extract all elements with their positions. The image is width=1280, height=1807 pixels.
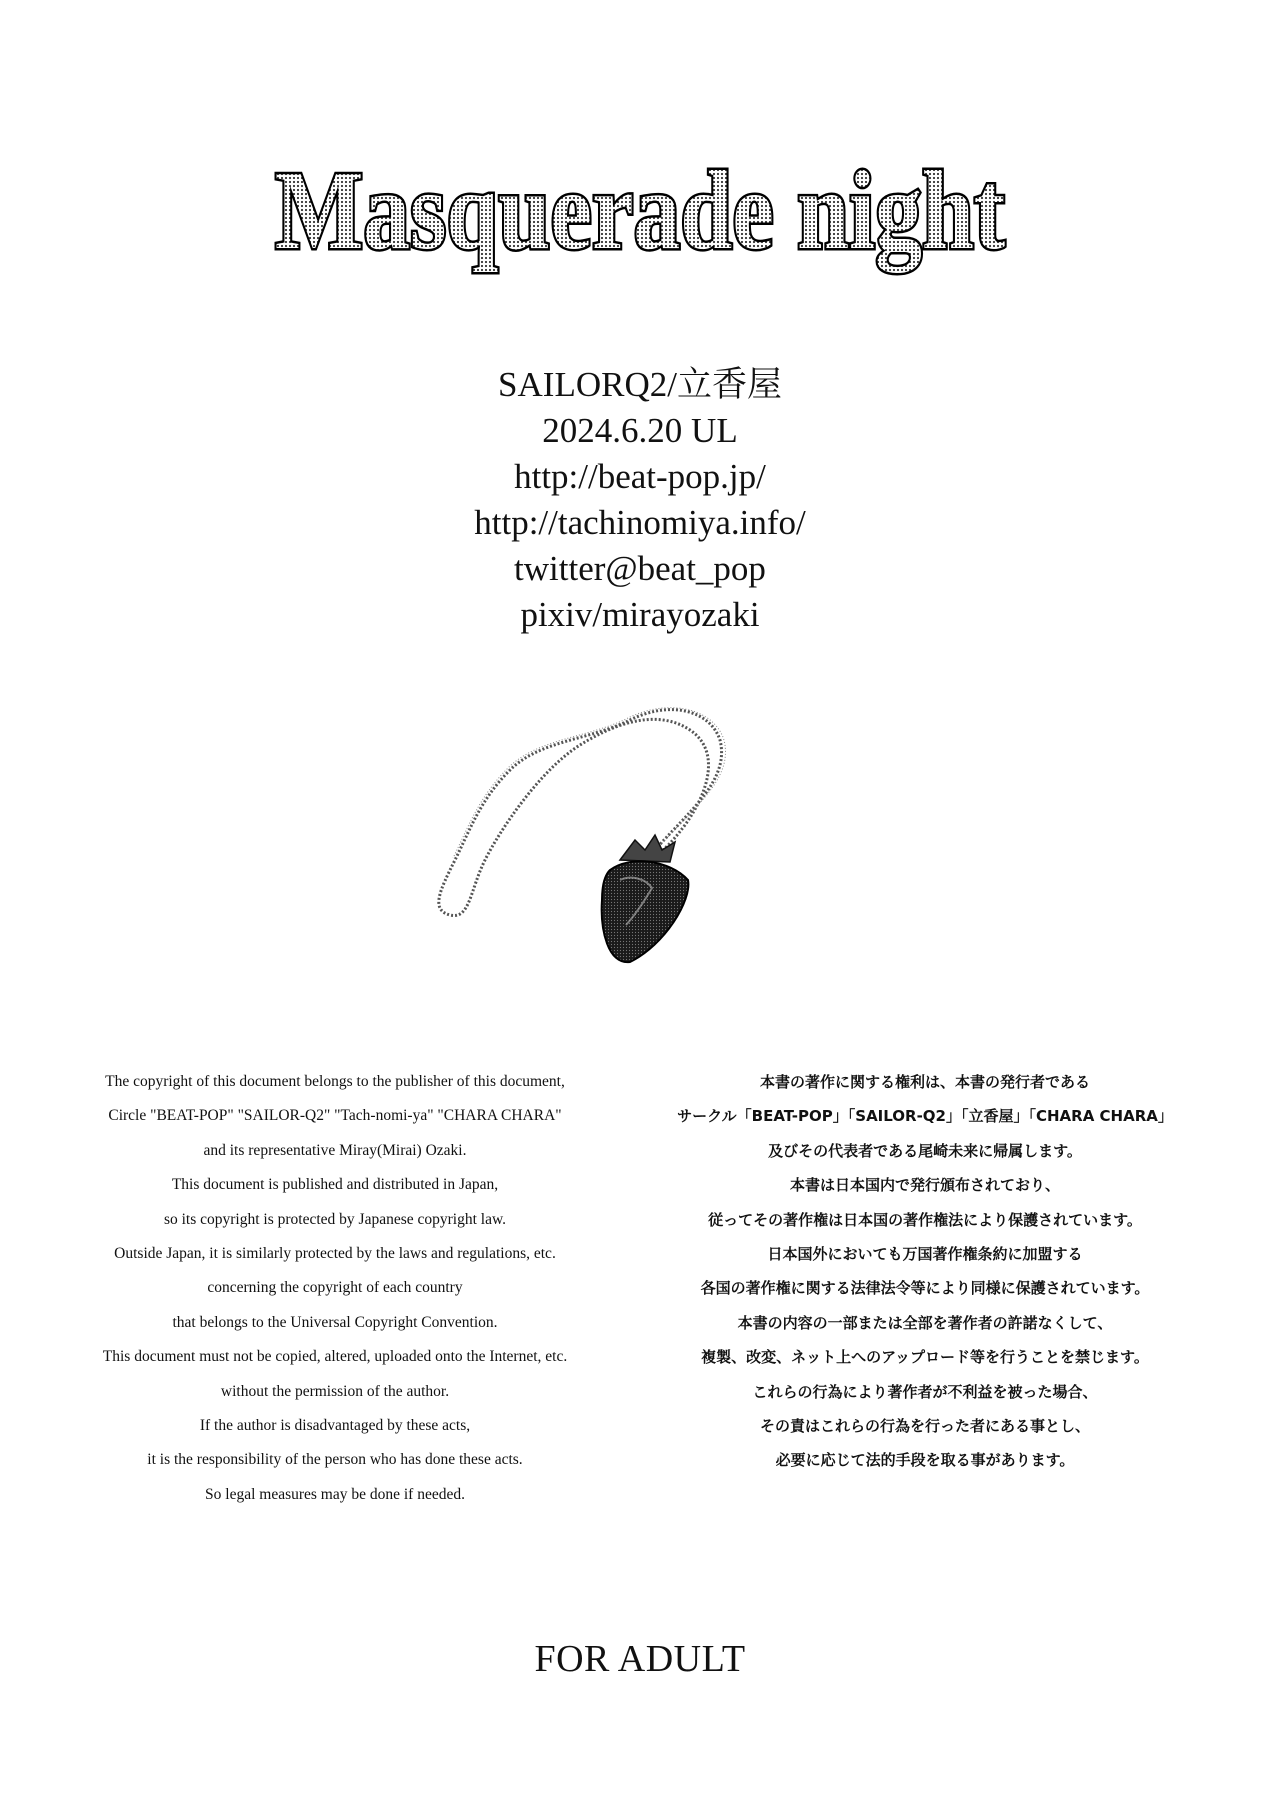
copyright-line-jp: 必要に応じて法的手段を取る事があります。 [775, 1451, 1075, 1470]
circle-name: SAILORQ2/立香屋 [498, 365, 782, 404]
website-link-tachinomiya: http://tachinomiya.info/ [474, 503, 806, 542]
page-title [0, 140, 1280, 280]
copyright-line: This document is published and distributed in Japan, [171, 1176, 499, 1194]
copyright-line: This document must not be copied, altered, uploaded onto the Internet, etc. [102, 1348, 568, 1366]
copyright-notice-english [55, 1065, 615, 1512]
copyright-line-jp: これらの行為により著作者が不利益を被った場合、 [752, 1382, 1098, 1401]
copyright-line: that belongs to the Universal Copyright Convention. [172, 1313, 498, 1331]
copyright-line: The copyright of this document belongs to the publisher of this document, [105, 1073, 565, 1090]
copyright-line: So legal measures may be done if needed. [205, 1485, 465, 1503]
copyright-line: and its representative Miray(Mirai) Ozaki. [203, 1141, 467, 1159]
copyright-line: Outside Japan, it is similarly protected by the laws and regulations, etc. [114, 1245, 556, 1263]
copyright-line: it is the responsibility of the person who has done these acts. [147, 1451, 523, 1469]
copyright-notice-japanese [640, 1065, 1210, 1478]
copyright-line: If the author is disadvantaged by these acts, [199, 1417, 471, 1435]
copyright-line-jp: サークル「BEAT-POP」「SAILOR-Q2」「立香屋」「CHARA CHARA」 [677, 1107, 1173, 1126]
pixiv-handle: pixiv/mirayozaki [520, 595, 760, 634]
adult-rating-label: FOR ADULT [534, 1638, 746, 1680]
copyright-line-jp: 及びその代表者である尾崎未来に帰属します。 [768, 1141, 1082, 1160]
copyright-line-jp: 従ってその著作権は日本国の著作権法により保護されています。 [708, 1210, 1142, 1229]
release-date: 2024.6.20 UL [542, 411, 738, 450]
copyright-line-jp: 本書の著作に関する権利は、本書の発行者である [759, 1073, 1090, 1091]
copyright-line-jp: 本書の内容の一部または全部を著作者の許諾なくして、 [737, 1313, 1113, 1332]
copyright-line: so its copyright is protected by Japanese copyright law. [163, 1210, 507, 1228]
title-text: Masquerade night [275, 149, 1005, 273]
copyright-line-jp: 日本国外においても万国著作権条約に加盟する [767, 1245, 1083, 1264]
copyright-line-jp: 各国の著作権に関する法律法令等により同様に保護されています。 [700, 1279, 1150, 1298]
copyright-line: without the permission of the author. [220, 1382, 450, 1400]
copyright-line: Circle "BEAT-POP" "SAILOR-Q2" "Tach-nomi-ya" "CHARA CHARA" [108, 1107, 562, 1125]
copyright-line: concerning the copyright of each country [207, 1279, 463, 1297]
website-link-beat-pop: http://beat-pop.jp/ [514, 457, 766, 496]
copyright-line-jp: その責はこれらの行為を行った者にある事とし、 [759, 1417, 1090, 1436]
copyright-line-jp: 複製、改変、ネット上へのアップロード等を行うことを禁じます。 [701, 1348, 1149, 1367]
copyright-line-jp: 本書は日本国内で発行頒布されており、 [789, 1176, 1060, 1195]
pendant-necklace-icon [430, 700, 860, 980]
publisher-info [0, 362, 1280, 638]
twitter-handle: twitter@beat_pop [514, 549, 766, 588]
